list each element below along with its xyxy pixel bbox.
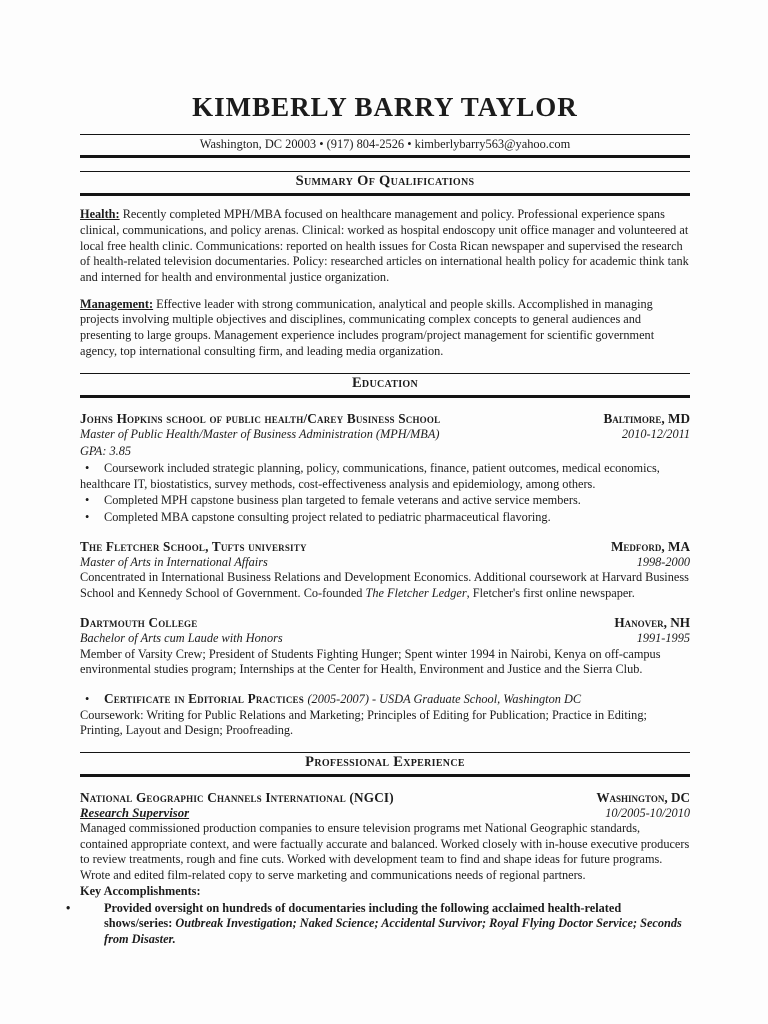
bullet-icon: •	[85, 460, 90, 475]
publication-title: The Fletcher Ledger	[365, 586, 467, 601]
job-dates: 10/2005-10/2010	[605, 806, 690, 821]
entry-head	[80, 539, 690, 555]
list-item-text: Coursework included strategic planning, policy, communications, finance, patient outcomes, medical economics, healthcare IT, biostatistics, survey methods, cost-effectiveness analysis and epidemiology, among others.	[80, 460, 660, 491]
certificate-detail: (2005-2007) - USDA Graduate School, Washington DC	[307, 691, 582, 706]
job-description: Managed commissioned production companies to ensure television programs met National Geographic standards, contained appropriate context, and were factually accurate and balanced. Worked closely with in-house executive producers to review treatments, rough and fine cuts. Worked with development team to find and shape ideas for future programs. Wrote and edited film-related copy to serve marketing and communications needs of regional partners.	[80, 821, 690, 883]
experience-entry-ngci	[66, 790, 690, 948]
dates: 1991-1995	[636, 630, 690, 645]
degree: Bachelor of Arts cum Laude with Honors	[80, 630, 283, 645]
accomplishment-lead: Provided oversight on hundreds of documentaries including the following acclaimed health-related shows/series:	[104, 900, 622, 931]
entry-sub	[80, 555, 690, 571]
section-title-experience: Professional Experience	[305, 754, 465, 771]
school-name: Dartmouth College	[80, 614, 198, 630]
summary-management-paragraph	[80, 297, 690, 360]
dates: 2010-12/2011	[621, 426, 690, 441]
section-header-summary	[80, 171, 690, 196]
degree: Master of Arts in International Affairs	[80, 554, 268, 569]
school-description	[80, 570, 690, 601]
management-text: Effective leader with strong communication, analytical and people skills. Accomplished in managing projects involving multiple objectives and disciplines, communicating complex concepts to general audiences and presenting to large groups. Management experience includes program/project management for scientific government agency, top international consulting firm, and leading media organization.	[80, 296, 655, 358]
entry-head	[80, 411, 690, 427]
education-entry-johns-hopkins	[80, 411, 690, 526]
bullet-icon: •	[66, 900, 71, 915]
education-entry-certificate	[80, 691, 690, 739]
certificate-coursework: Coursework: Writing for Public Relations and Marketing; Principles of Editing for Publication; Practice in Editing; Printing, Layout and Design; Proofreading.	[80, 707, 647, 738]
contact-line: Washington, DC 20003 • (917) 804-2526 • kimberlybarry563@yahoo.com	[199, 137, 571, 152]
education-entry-dartmouth	[80, 615, 690, 678]
company-name: National Geographic Channels International (NGCI)	[80, 790, 394, 806]
degree: Master of Public Health/Master of Business Administration (MPH/MBA)	[80, 426, 440, 441]
school-location: Baltimore, MD	[603, 410, 690, 426]
health-label: Health:	[80, 207, 120, 222]
certificate-title: Certificate in Editorial Practices	[104, 690, 308, 706]
summary-health-paragraph	[80, 207, 690, 286]
education-entry-fletcher	[80, 539, 690, 602]
company-location: Washington, DC	[596, 790, 690, 806]
entry-sub	[80, 427, 690, 443]
entry-sub	[80, 631, 690, 647]
section-header-education	[80, 373, 690, 398]
description-text: Concentrated in International Business Relations and Development Economics. Additional coursework at Harvard Business School and Kennedy School of Government. Co-founded	[80, 570, 689, 601]
health-text: Recently completed MPH/MBA focused on healthcare management and policy. Professional experience spans clinical, communications, and policy arenas. Clinical: worked as hospital endoscopy unit office manager and volunteered at local free health clinic. Communications: reported on health issues for Costa Rican newspaper and supervised the research of health-related television documentaries. Policy: researched articles on international health policy for academic think tank and interned for health and environmental justice organization.	[80, 207, 689, 284]
person-name: KIMBERLY BARRY TAYLOR	[192, 92, 578, 122]
dates: 1998-2000	[636, 554, 690, 569]
list-item	[80, 493, 690, 509]
list-item	[66, 900, 690, 948]
bullet-icon: •	[85, 510, 90, 525]
list-item	[80, 510, 690, 526]
list-item	[80, 461, 690, 492]
bullet-icon: •	[85, 493, 90, 508]
role-row	[80, 806, 690, 821]
section-title-education: Education	[351, 374, 419, 391]
certificate-line	[80, 691, 690, 708]
key-accomplishments-label: Key Accomplishments:	[80, 883, 201, 898]
school-description: Member of Varsity Crew; President of Students Fighting Hunger; Spent winter 1994 in Nairobi, Kenya on off-campus environmental studies program; Internships at the Center for Health, Environment and Justice and the Sierra Club.	[80, 646, 661, 677]
bullet-icon: •	[85, 691, 90, 706]
school-name: The Fletcher School, Tufts university	[80, 538, 307, 554]
school-location: Hanover, NH	[614, 614, 690, 630]
description-tail: , Fletcher's first online newspaper.	[466, 586, 635, 601]
list-item-text: Completed MPH capstone business plan targeted to female veterans and active service members.	[104, 493, 581, 508]
accomplishment-shows: Outbreak Investigation; Naked Science; Accidental Survivor; Royal Flying Doctor Service; Seconds from Disaster.	[104, 916, 682, 946]
list-item-text: Completed MBA capstone consulting project related to pediatric pharmaceutical flavoring.	[104, 510, 551, 525]
section-header-experience	[80, 752, 690, 777]
entry-head	[80, 615, 690, 631]
gpa: GPA: 3.85	[80, 444, 132, 459]
job-title: Research Supervisor	[80, 806, 190, 821]
contact-band	[80, 134, 690, 158]
section-title-summary: Summary Of Qualifications	[295, 173, 475, 190]
school-name: Johns Hopkins school of public health/Carey Business School	[80, 410, 441, 426]
management-label: Management:	[80, 296, 154, 311]
entry-head	[80, 790, 690, 806]
school-location: Medford, MA	[610, 538, 690, 554]
